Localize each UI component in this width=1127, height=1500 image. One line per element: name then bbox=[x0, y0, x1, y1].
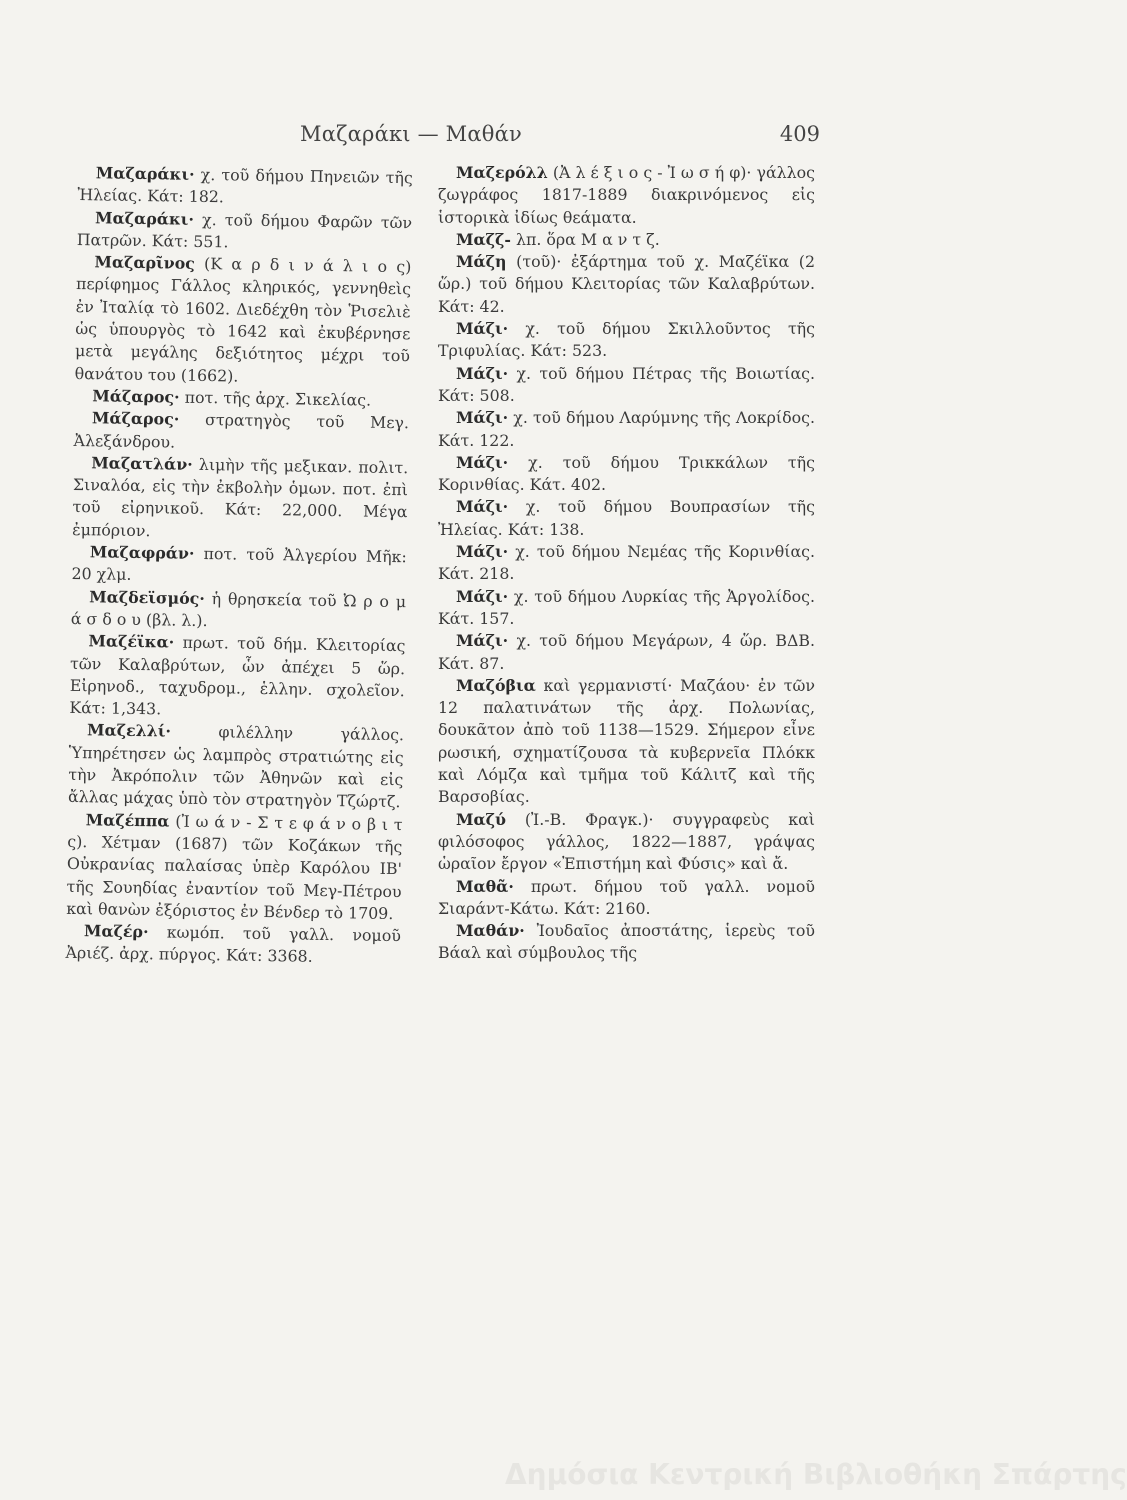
entry-text: πρωτ. τοῦ δήμ. Κλειτορίας τῶν Καλαβρύτων, ὧν ἀπέχει 5 ὥρ. Εἰρηνοδ., ταχυδρομ., ἑλλην. σχολεῖον. Κάτ: 1,343. bbox=[69, 632, 406, 719]
entry-headword: Μάζη bbox=[456, 252, 507, 272]
dictionary-entry bbox=[438, 318, 815, 363]
entry-headword: Μάζαρος· bbox=[91, 408, 180, 429]
dictionary-entry bbox=[438, 586, 815, 631]
dictionary-entry bbox=[438, 876, 815, 921]
entry-headword: Μαζερόλλ bbox=[456, 163, 548, 182]
dictionary-entry bbox=[77, 162, 413, 212]
right-column bbox=[438, 162, 815, 965]
dictionary-entry bbox=[438, 363, 815, 408]
dictionary-entry bbox=[72, 452, 408, 546]
dictionary-entry bbox=[68, 719, 404, 813]
entry-text: χ. τοῦ δήμου Πηνειῶν τῆς Ἠλείας. Κάτ: 182. bbox=[77, 164, 413, 207]
entry-headword: Μαζαρῖνος bbox=[94, 252, 195, 274]
dictionary-entry bbox=[66, 809, 403, 926]
entry-text: χ. τοῦ δήμου Νεμέας τῆς Κορινθίας. Κάτ. 218. bbox=[438, 542, 815, 584]
dictionary-entry bbox=[438, 452, 815, 497]
entry-headword: Μαθάν· bbox=[456, 921, 525, 941]
running-header bbox=[300, 122, 820, 152]
dictionary-entry bbox=[65, 920, 401, 970]
entry-text: λπ. ὅρα Μ α ν τ ζ. bbox=[515, 229, 660, 249]
entry-text: λιμὴν τῆς μεξικαν. πολιτ. Σιναλόα, εἰς τὴν ἐκβολὴν ὁμων. ποτ. ἐπὶ τοῦ εἰρηνικοῦ. Κάτ: 22,000. Μέγα ἐμπόριον. bbox=[72, 454, 409, 540]
entry-headword: Μαζόβια bbox=[456, 675, 536, 695]
running-title: Μαζαράκι — Μαθάν bbox=[300, 122, 522, 146]
entry-text: χ. τοῦ δήμου Πέτρας τῆς Βοιωτίας. Κάτ: 508. bbox=[438, 363, 815, 405]
entry-headword: Μάζαρος· bbox=[92, 386, 180, 407]
entry-headword: Μαζύ bbox=[456, 809, 506, 829]
entry-text: (Ἰ.-Β. Φραγκ.)· συγγραφεὺς καὶ φιλόσοφος γάλλος, 1822—1887, γράψας ὡραῖον ἔργον «Ἐπιστήμη καὶ Φύσις» καὶ ἄ. bbox=[438, 809, 815, 874]
entry-headword: Μαζζ- bbox=[456, 229, 511, 249]
entry-headword: Μαζδεϊσμός· bbox=[89, 586, 205, 608]
entry-headword: Μάζι· bbox=[456, 586, 509, 606]
entry-headword: Μάζι· bbox=[456, 542, 509, 562]
dictionary-entry bbox=[438, 251, 815, 318]
entry-text: χ. τοῦ δήμου Σκιλλοῦντος τῆς Τριφυλίας. Κάτ: 523. bbox=[438, 319, 815, 361]
entry-headword: Μαζαφράν· bbox=[89, 542, 195, 563]
entry-headword: Μαζαράκι· bbox=[95, 163, 195, 184]
dictionary-entry bbox=[74, 251, 411, 390]
entry-text: κωμόπ. τοῦ γαλλ. νομοῦ Ἀριέζ. ἀρχ. πύργος. Κάτ: 3368. bbox=[65, 922, 402, 967]
entry-headword: Μάζι· bbox=[456, 497, 509, 517]
entry-headword: Μαζέππα bbox=[85, 809, 170, 831]
entry-text: ποτ. τῆς ἀρχ. Σικελίας. bbox=[184, 387, 372, 410]
entry-headword: Μαζατλάν· bbox=[91, 453, 193, 474]
dictionary-entry bbox=[71, 541, 407, 591]
entry-headword: Μάζι· bbox=[456, 631, 509, 651]
entry-text: (τοῦ)· ἐξάρτημα τοῦ χ. Μαζέϊκα (2 ὥρ.) τοῦ δήμου Κλειτορίας τῶν Καλαβρύτων. Κάτ: 42. bbox=[438, 252, 815, 316]
entry-text: χ. τοῦ δήμου Λαρύμνης τῆς Λοκρίδος. Κάτ. 122. bbox=[438, 408, 815, 450]
left-column bbox=[65, 162, 413, 970]
entry-text: (Ἰ ω ά ν - Σ τ ε φ ά ν ο β ι τ ς). Χέτμαν (1687) τῶν Κοζάκων τῆς Οὐκρανίας παλαίσας ὑπὲρ Καρόλου ΙΒ' τῆς Σουηδίας ἐναντίον τοῦ Μεγ-Πέτρου καὶ θανὼν ἐξόριστος ἐν Βένδερ τὸ 1709. bbox=[66, 811, 403, 923]
dictionary-entry bbox=[438, 630, 815, 675]
entry-text: χ. τοῦ δήμου Βουπρασίων τῆς Ἠλείας. Κάτ: 138. bbox=[438, 497, 815, 539]
dictionary-entry bbox=[71, 586, 407, 636]
dictionary-entry bbox=[438, 675, 815, 809]
entry-headword: Μάζι· bbox=[456, 319, 509, 339]
entry-text: στρατηγὸς τοῦ Μεγ. Ἀλεξάνδρου. bbox=[73, 410, 410, 452]
dictionary-entry bbox=[73, 407, 409, 457]
entry-text: χ. τοῦ δήμου Μεγάρων, 4 ὥρ. ΒΔΒ. Κάτ. 87. bbox=[438, 631, 815, 673]
library-watermark: Δημόσια Κεντρική Βιβλιοθήκη Σπάρτης bbox=[505, 1458, 1127, 1491]
entry-text: πρωτ. δήμου τοῦ γαλλ. νομοῦ Σιαράντ-Κάτω. Κάτ: 2160. bbox=[438, 876, 815, 918]
entry-text: (Ἀ λ έ ξ ι ο ς - Ἰ ω σ ή φ)· γάλλος ζωγράφος 1817-1889 διακρινόμενος εἰς ἱστορικὰ ἰδίως θεάματα. bbox=[438, 163, 815, 227]
entry-text: ποτ. τοῦ Ἀλγερίου Μῆκ: 20 χλμ. bbox=[71, 544, 407, 585]
entry-headword: Μαθᾶ· bbox=[456, 876, 514, 896]
entry-text: (Κ α ρ δ ι ν ά λ ι ο ς) περίφημος Γάλλος κληρικός, γεννηθεὶς ἐν Ἰταλίᾳ τὸ 1602. Διεδέχθη τὸν Ῥισελιὲ ὡς ὑπουργὸς τὸ 1642 καὶ ἐκυβέρνησε μετὰ μεγάλης δεξιότητος μέχρι τοῦ θανάτου του (1662). bbox=[74, 254, 412, 386]
dictionary-entry bbox=[438, 496, 815, 541]
entry-text: Ἰουδαῖος ἀποστάτης, ἱερεὺς τοῦ Βάαλ καὶ σύμβουλος τῆς bbox=[438, 921, 815, 963]
entry-text: φιλέλλην γάλλος. Ὑπηρέτησεν ὡς λαμπρὸς στρατιώτης εἰς τὴν Ἀκρόπολιν τῶν Ἀθηνῶν καὶ εἰς ἄλλας μάχας ὑπὸ τὸν στρατηγὸν Τζώρτζ. bbox=[67, 722, 405, 812]
entry-headword: Μαζέρ· bbox=[83, 921, 149, 942]
dictionary-entry bbox=[438, 407, 815, 452]
entry-headword: Μάζι· bbox=[456, 408, 509, 428]
page-number: 409 bbox=[779, 122, 820, 146]
dictionary-entry bbox=[438, 541, 815, 586]
entry-text: χ. τοῦ δήμου Τρικκάλων τῆς Κορινθίας. Κάτ. 402. bbox=[438, 452, 815, 495]
entry-headword: Μάζι· bbox=[456, 363, 509, 383]
entry-headword: Μαζαράκι· bbox=[94, 207, 195, 229]
dictionary-entry bbox=[69, 630, 405, 724]
dictionary-entry bbox=[438, 809, 815, 876]
entry-headword: Μαζέϊκα· bbox=[88, 631, 175, 652]
entry-text: καὶ γερμανιστί· Μαζάου· ἐν τῶν 12 παλατινάτων τῆς ἀρχ. Πολωνίας, δουκᾶτον ἀπὸ τοῦ 1138—1529. Σήμερον εἶνε ρωσική, σχηματίζουσα τὰ κυβερνεῖα Πλόκκ καὶ Λόμζα καὶ τμῆμα τοῦ Κάλιτζ καὶ τῆς Βαρσοβίας. bbox=[438, 675, 815, 807]
entry-text: χ. τοῦ δήμου Λυρκίας τῆς Ἀργολίδος. Κάτ. 157. bbox=[438, 586, 815, 628]
entry-text: χ. τοῦ δήμου Φαρῶν τῶν Πατρῶν. Κάτ: 551. bbox=[76, 209, 413, 252]
dictionary-entry bbox=[438, 920, 815, 965]
dictionary-entry bbox=[77, 207, 413, 257]
dictionary-entry bbox=[438, 162, 815, 229]
entry-headword: Μάζι· bbox=[456, 452, 509, 472]
dictionary-entry bbox=[438, 229, 815, 251]
entry-headword: Μαζελλί· bbox=[86, 720, 172, 741]
entry-text: ἡ θρησκεία τοῦ Ὠ ρ ο μ ά σ δ ο υ (βλ. λ.). bbox=[70, 588, 407, 631]
